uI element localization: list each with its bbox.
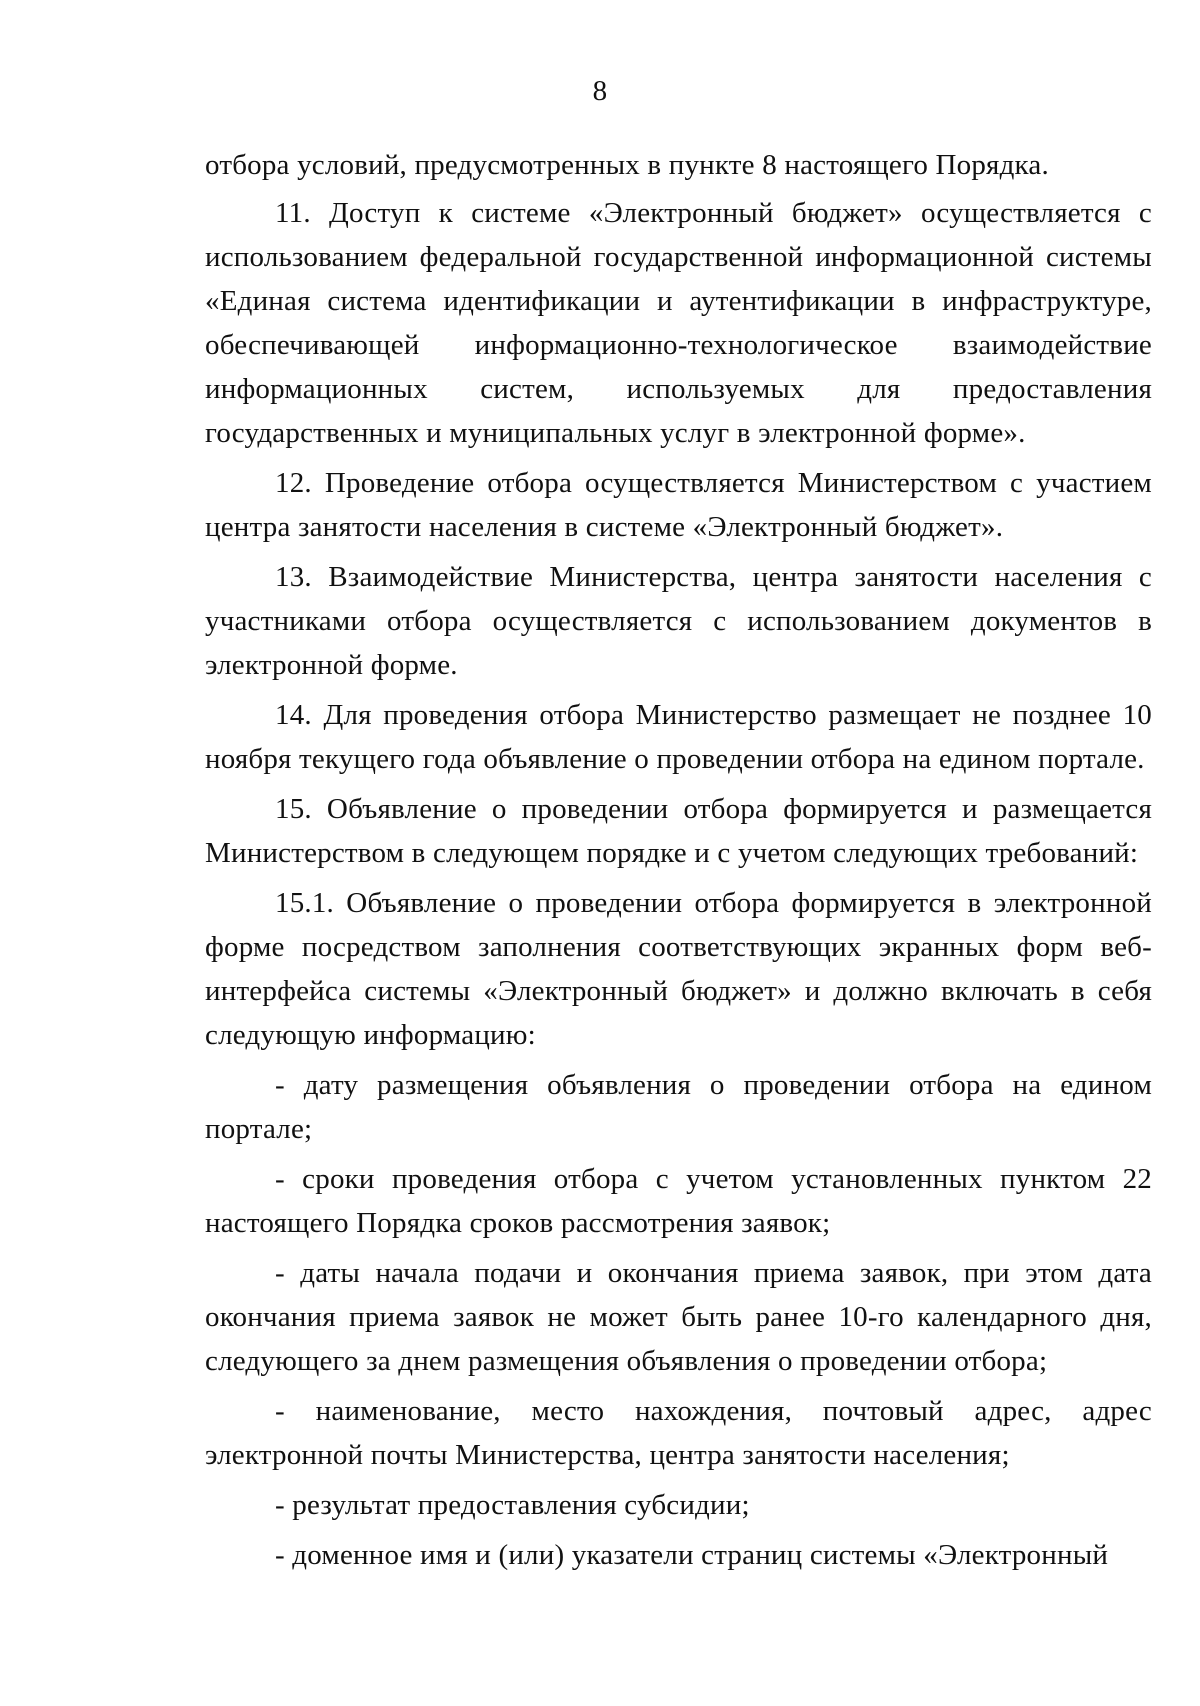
paragraph-13: 13. Взаимодействие Министерства, центра занятости населения с участниками отбора осуществляется с использованием документов в электронной форме.	[205, 561, 1152, 681]
list-item-contact-details: - наименование, место нахождения, почтовый адрес, адрес электронной почты Министерства, центра занятости населения;	[205, 1395, 1152, 1471]
paragraph-continuation: отбора условий, предусмотренных в пункте 8 настоящего Порядка.	[205, 149, 1049, 181]
list-item-subsidy-result: - результат предоставления субсидии;	[275, 1489, 750, 1521]
page-number: 8	[592, 75, 608, 107]
paragraph-15: 15. Объявление о проведении отбора формируется и размещается Министерством в следующем порядке и с учетом следующих требований:	[205, 793, 1152, 869]
paragraph-12: 12. Проведение отбора осуществляется Министерством с участием центра занятости населения в системе «Электронный бюджет».	[205, 467, 1152, 543]
paragraph-11: 11. Доступ к системе «Электронный бюджет» осуществляется с использованием федеральной государственной информационной системы «Единая система идентификации и аутентификации в инфраструктуре, обеспечивающей информационно-технологическое взаимодействие информационных систем, используемых для предоставления государственных и муниципальных услуг в электронной форме».	[205, 197, 1152, 449]
paragraph-14: 14. Для проведения отбора Министерство размещает не позднее 10 ноября текущего года объявление о проведении отбора на едином портале.	[205, 699, 1152, 775]
list-item-selection-terms: - сроки проведения отбора с учетом установленных пунктом 22 настоящего Порядка сроков рассмотрения заявок;	[205, 1163, 1152, 1239]
list-item-application-dates: - даты начала подачи и окончания приема заявок, при этом дата окончания приема заявок не может быть ранее 10-го календарного дня, следующего за днем размещения объявления о проведении отбора;	[205, 1257, 1152, 1377]
list-item-domain-name: - доменное имя и (или) указатели страниц системы «Электронный	[275, 1539, 1109, 1571]
paragraph-15-1: 15.1. Объявление о проведении отбора формируется в электронной форме посредством заполнения соответствующих экранных форм веб-интерфейса системы «Электронный бюджет» и должно включать в себя следующую информацию:	[205, 887, 1152, 1051]
document-body	[205, 143, 1152, 1583]
list-item-publication-date: - дату размещения объявления о проведении отбора на едином портале;	[205, 1069, 1152, 1145]
